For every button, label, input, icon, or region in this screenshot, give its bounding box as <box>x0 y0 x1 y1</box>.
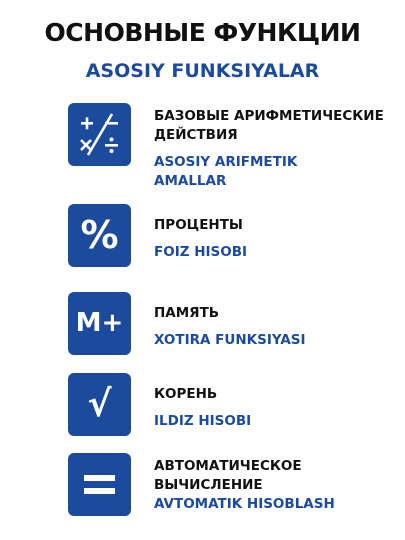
feature-memory-uz-line-1: XOTIRA FUNKSIYASI <box>154 332 306 348</box>
feature-percent-uz-line-1: FOIZ HISOBI <box>154 244 248 260</box>
feature-arithmetic-text <box>154 107 394 191</box>
arithmetic-icon <box>68 103 131 166</box>
feature-memory-text <box>154 304 394 350</box>
feature-equals-uz-line-1: AVTOMATIK HISOBLASH <box>154 496 335 512</box>
equals-icon <box>68 453 131 516</box>
feature-equals-ru-line-1: АВТОМАТИЧЕСКОЕ <box>154 458 302 474</box>
feature-percent-text <box>154 216 394 262</box>
memory-plus-icon <box>68 292 131 355</box>
feature-equals-ru-line-2: ВЫЧИСЛЕНИЕ <box>154 477 263 493</box>
page-title: ОСНОВНЫЕ ФУНКЦИИ <box>44 18 361 47</box>
feature-square-root-text <box>154 385 394 431</box>
feature-equals-text <box>154 457 394 514</box>
square-root-icon-glyph: √ <box>87 384 112 425</box>
feature-arithmetic-uz-line-1: ASOSIY ARIFMETIK <box>154 154 298 170</box>
feature-arithmetic-uz-line-2: AMALLAR <box>154 173 227 189</box>
feature-percent-ru-line-1: ПРОЦЕНТЫ <box>154 217 243 233</box>
percent-icon-glyph: % <box>80 213 119 257</box>
feature-arithmetic-ru-line-1: БАЗОВЫЕ АРИФМЕТИЧЕСКИЕ <box>154 108 384 124</box>
page-subtitle: ASOSIY FUNKSIYALAR <box>85 60 320 82</box>
feature-arithmetic-ru-line-2: ДЕЙСТВИЯ <box>154 127 238 143</box>
feature-memory-ru-line-1: ПАМЯТЬ <box>154 305 220 321</box>
square-root-icon <box>68 373 131 436</box>
feature-square-root-uz-line-1: ILDIZ HISOBI <box>154 413 252 429</box>
feature-square-root-ru-line-1: КОРЕНЬ <box>154 386 218 402</box>
percent-icon <box>68 204 131 267</box>
memory-plus-icon-glyph: M+ <box>75 308 124 338</box>
